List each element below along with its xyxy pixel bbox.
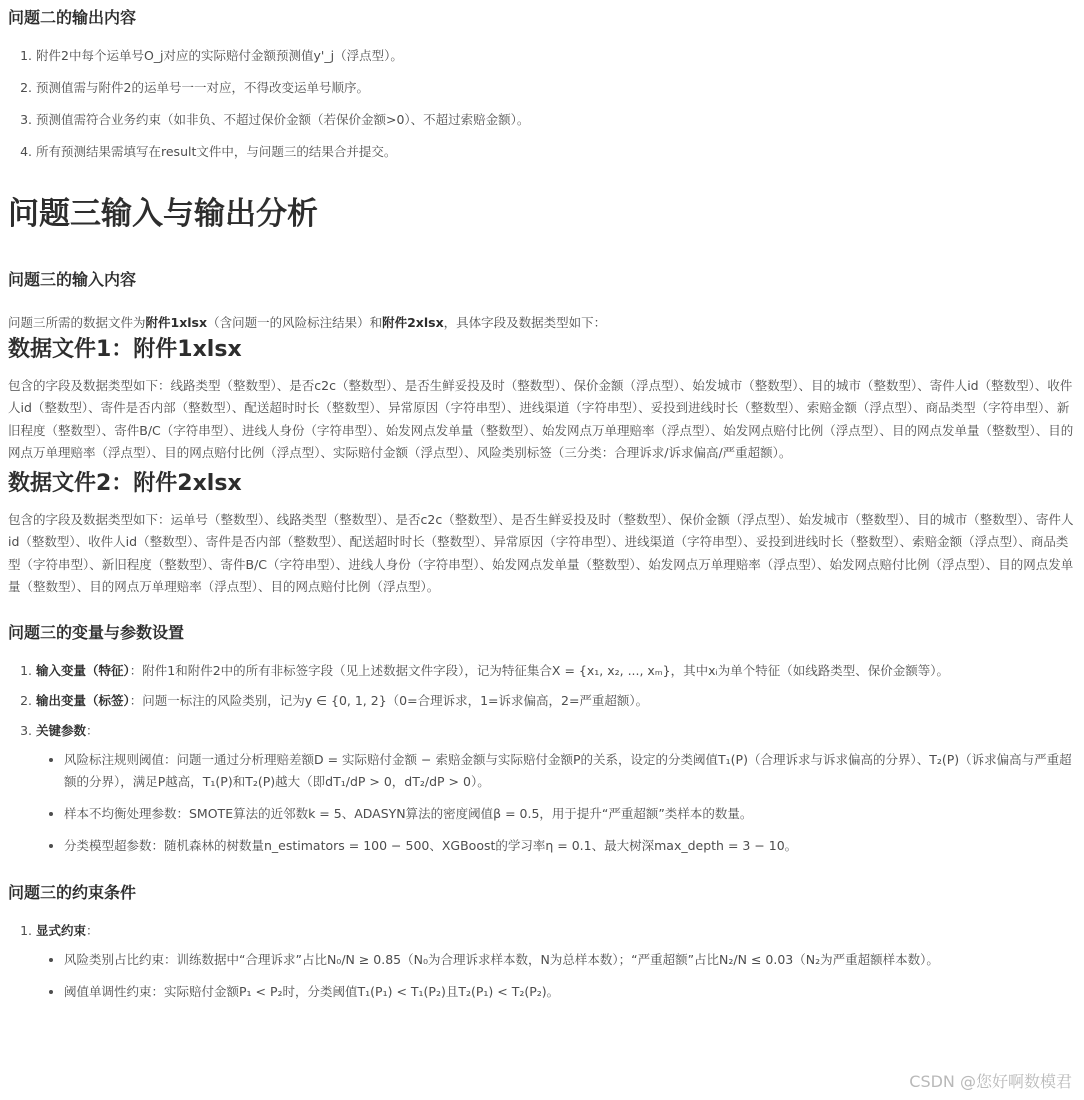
list-item [36, 721, 1076, 857]
q3-vars-heading: 问题三的变量与参数设置 [8, 622, 185, 642]
list-item: • 风险标注规则阈值：问题一通过分析理赔差额D = 实际赔付金额 − 索赔金额与实际赔付金额P的关系，设定的分类阈值T₁(P)（合理诉求与诉求偏高的分界）、T₂(P)（诉求偏高与严重超额的分界），满足P越高，T₁(P)和T₂(P)越大（即dT₁/dP > 0，dT₂/dP > 0）。 [64, 749, 1076, 793]
list-item: • 分类模型超参数：随机森林的树数量n_estimators = 100 − 500、XGBoost的学习率η = 0.1、最大树深max_depth = 3 − 10。 [64, 835, 1076, 857]
q3-constraints-list [8, 921, 1076, 1003]
list-item [36, 661, 1076, 681]
list-item: 4. 所有预测结果需填写在result文件中，与问题三的结果合并提交。 [36, 142, 1076, 162]
file2-heading: 数据文件2：附件2xlsx [8, 470, 242, 496]
list-item [36, 921, 1076, 1003]
list-item: 1. 附件2中每个运单号O_j对应的实际赔付金额预测值y'_j（浮点型）。 [36, 46, 1076, 66]
q3-title: 问题三输入与输出分析 [8, 196, 318, 232]
output-var-label: 输出变量（标签） [36, 692, 130, 708]
explicit-constraints-list [36, 949, 1076, 1003]
list-item: • 样本不均衡处理参数：SMOTE算法的近邻数k = 5、ADASYN算法的密度阈值β = 0.5，用于提升“严重超额”类样本的数量。 [64, 803, 1076, 825]
q3-input-heading: 问题三的输入内容 [8, 270, 137, 289]
list-item: 3. 预测值需符合业务约束（如非负、不超过保价金额（若保价金额>0）、不超过索赔金额）。 [36, 110, 1076, 130]
list-item: • 风险类别占比约束：训练数据中“合理诉求”占比N₀/N ≥ 0.85（N₀为合理诉求样本数，N为总样本数）；“严重超额”占比N₂/N ≤ 0.03（N₂为严重超额样本数）。 [64, 949, 1076, 971]
q3-input-intro [8, 312, 1076, 335]
list-item: 2. 预测值需与附件2的运单号一一对应，不得改变运单号顺序。 [36, 78, 1076, 98]
q3-constraints-heading: 问题三的约束条件 [8, 882, 137, 902]
csdn-watermark: CSDN @您好啊数模君 [909, 1072, 1072, 1091]
key-params-colon: ： [86, 722, 99, 738]
file2-fields: 包含的字段及数据类型如下：运单号（整数型）、线路类型（整数型）、是否c2c（整数型）、是否生鲜妥投及时（整数型）、保价金额（浮点型）、始发城市（整数型）、目的城市（整数型）、寄件人id（整数型）、收件人id（整数型）、寄件是否内部（整数型）、配送超时时长（整数型）、异常原因（字符串型）、进线渠道（字符串型）、妥投到进线时长（整数型）、索赔金额（浮点型）、商品类型（字符串型）、新旧程度（整数型）、寄件B/C（字符串型）、进线人身份（字符串型）、始发网点发单量（整数型）、始发网点万单理赔率（浮点型）、始发网点赔付比例（浮点型）、目的网点发单量（整数型）、目的网点万单理赔率（浮点型）、目的网点赔付比例（浮点型）。 [8, 511, 1074, 594]
key-params-label: 关键参数 [36, 722, 87, 738]
input-var-label: 输入变量（特征） [36, 662, 130, 678]
list-item [36, 691, 1076, 711]
explicit-constraints-label: 显式约束 [36, 922, 87, 938]
q2-output-list [8, 46, 1076, 162]
output-var-text: ：问题一标注的风险类别，记为y ∈ {0, 1, 2}（0=合理诉求，1=诉求偏高，2=严重超额）。 [129, 692, 649, 708]
file2-ref: 附件2xlsx [382, 315, 444, 330]
file1-fields: 包含的字段及数据类型如下：线路类型（整数型）、是否c2c（整数型）、是否生鲜妥投及时（整数型）、保价金额（浮点型）、始发城市（整数型）、目的城市（整数型）、寄件人id（整数型）、收件人id（整数型）、寄件是否内部（整数型）、配送超时时长（整数型）、异常原因（字符串型）、进线渠道（字符串型）、妥投到进线时长（整数型）、索赔金额（浮点型）、商品类型（字符串型）、新旧程度（整数型）、寄件B/C（字符串型）、进线人身份（字符串型）、始发网点发单量（整数型）、始发网点万单理赔率（浮点型）、始发网点赔付比例（浮点型）、目的网点发单量（整数型）、目的网点万单理赔率（浮点型）、目的网点赔付比例（浮点型）、实际赔付金额（浮点型）、风险类别标签（三分类：合理诉求/诉求偏高/严重超额）。 [8, 377, 1074, 460]
q3-vars-list [8, 661, 1076, 857]
intro-text: 问题三所需的数据文件为 [8, 315, 146, 330]
file1-ref: 附件1xlsx [145, 315, 208, 330]
input-var-text: ：附件1和附件2中的所有非标签字段（见上述数据文件字段），记为特征集合X = {x₁, x₂, ..., xₘ}，其中xᵢ为单个特征（如线路类型、保价金额等）。 [129, 662, 949, 678]
intro-text: （含问题一的风险标注结果）和 [207, 315, 383, 330]
file1-heading: 数据文件1：附件1xlsx [8, 336, 242, 362]
explicit-constraints-colon: ： [86, 922, 99, 938]
q2-output-heading: 问题二的输出内容 [8, 8, 137, 27]
key-params-list [36, 749, 1076, 857]
list-item: • 阈值单调性约束：实际赔付金额P₁ < P₂时，分类阈值T₁(P₁) < T₁(P₂)且T₂(P₁) < T₂(P₂)。 [64, 981, 1076, 1003]
intro-text: ，具体字段及数据类型如下： [443, 315, 607, 330]
